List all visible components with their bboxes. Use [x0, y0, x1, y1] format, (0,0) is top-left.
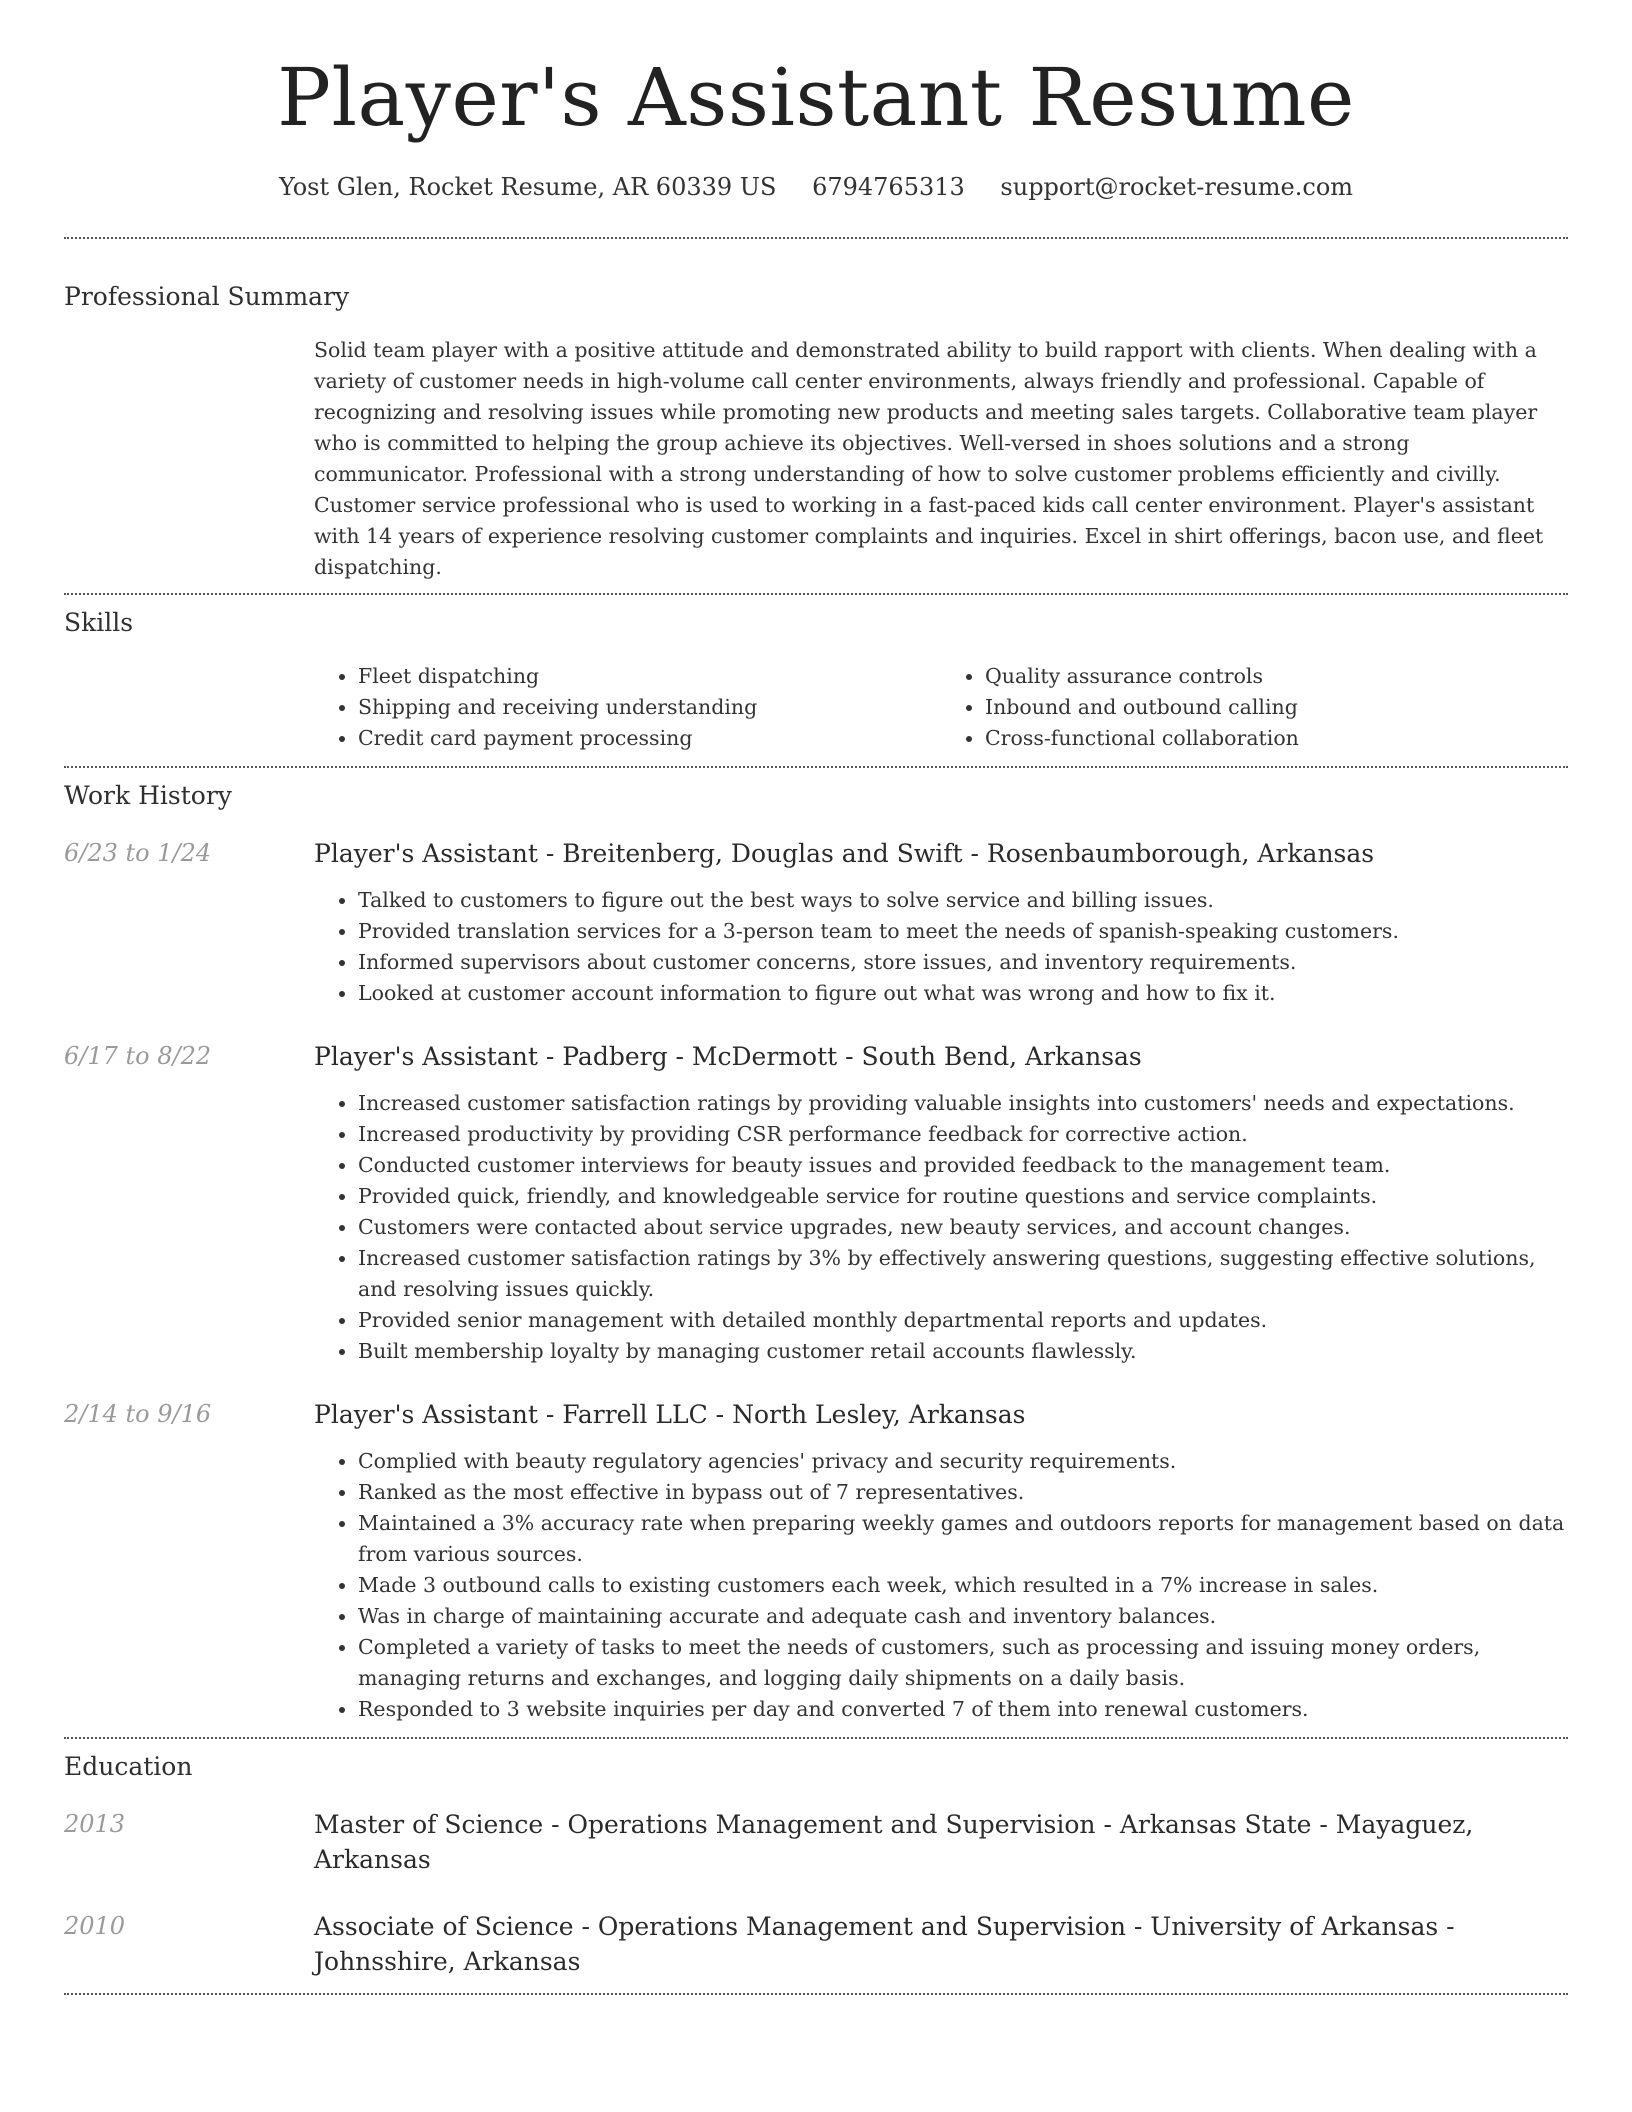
skill-item: • Inbound and outbound calling	[985, 692, 1568, 723]
job-bullet: • Complied with beauty regulatory agencies' privacy and security requirements.	[358, 1446, 1568, 1477]
skill-item: • Quality assurance controls	[985, 661, 1568, 692]
work-history-heading: Work History	[64, 781, 232, 810]
education-entry	[64, 1909, 1568, 1979]
skills-section	[64, 607, 1568, 754]
summary-section	[64, 281, 1568, 583]
job-bullet: • Built membership loyalty by managing customer retail accounts flawlessly.	[358, 1336, 1568, 1367]
job-bullet: • Talked to customers to figure out the best ways to solve service and billing issues.	[358, 885, 1568, 916]
summary-body	[314, 335, 1568, 583]
job-bullet: • Provided quick, friendly, and knowledgeable service for routine questions and service complaints.	[358, 1181, 1568, 1212]
skills-column-2	[941, 661, 1568, 754]
job-bullet: • Provided translation services for a 3-person team to meet the needs of spanish-speaking customers.	[358, 916, 1568, 947]
job-bullets	[314, 885, 1568, 1009]
job-bullet: • Increased productivity by providing CSR performance feedback for corrective action.	[358, 1119, 1568, 1150]
summary-heading: Professional Summary	[64, 282, 350, 311]
job-header	[64, 1397, 1568, 1432]
skill-item: • Shipping and receiving understanding	[358, 692, 941, 723]
job-bullets	[314, 1088, 1568, 1367]
job-bullet: • Provided senior management with detailed monthly departmental reports and updates.	[358, 1305, 1568, 1336]
job-bullet: • Customers were contacted about service upgrades, new beauty services, and account changes.	[358, 1212, 1568, 1243]
job-bullet: • Increased customer satisfaction ratings by providing valuable insights into customers' needs and expectations.	[358, 1088, 1568, 1119]
job-title: Player's Assistant - Farrell LLC - North Lesley, Arkansas	[314, 1400, 1026, 1429]
job-bullet: • Informed supervisors about customer concerns, store issues, and inventory requirements.	[358, 947, 1568, 978]
skill-item: • Fleet dispatching	[358, 661, 941, 692]
contact-line	[64, 171, 1568, 203]
education-year: 2013	[64, 1810, 126, 1838]
job-bullet: • Completed a variety of tasks to meet the needs of customers, such as processing and issuing money orders, managing returns and exchanges, and logging daily shipments on a daily basis.	[358, 1632, 1568, 1694]
job-dates: 6/23 to 1/24	[64, 839, 212, 867]
contact-email: support@rocket-resume.com	[1000, 173, 1354, 201]
job-title: Player's Assistant - Breitenberg, Douglas and Swift - Rosenbaumborough, Arkansas	[314, 839, 1375, 868]
job-header	[64, 836, 1568, 871]
section-divider	[64, 1993, 1568, 1995]
section-divider	[64, 766, 1568, 768]
skills-list	[314, 661, 1568, 754]
education-heading: Education	[64, 1752, 193, 1781]
resume-page	[64, 0, 1568, 1995]
job-entry	[64, 1039, 1568, 1367]
job-title: Player's Assistant - Padberg - McDermott - South Bend, Arkansas	[314, 1042, 1142, 1071]
contact-address: Yost Glen, Rocket Resume, AR 60339 US	[278, 173, 777, 201]
skills-heading: Skills	[64, 608, 134, 637]
education-section	[64, 1751, 1568, 1979]
job-bullet: • Ranked as the most effective in bypass out of 7 representatives.	[358, 1477, 1568, 1508]
education-degree: Associate of Science - Operations Management and Supervision - University of Arkansas - Johnsshire, Arkansas	[314, 1912, 1455, 1976]
summary-text: Solid team player with a positive attitude and demonstrated ability to build rapport with clients. When dealing with a variety of customer needs in high-volume call center environments, always friendly and professional. Capable of recognizing and resolving issues while promoting new products and meeting sales targets. Collaborative team player who is committed to helping the group achieve its objectives. Well-versed in shoes solutions and a strong communicator. Professional with a strong understanding of how to solve customer problems efficiently and civilly. Customer service professional who is used to working in a fast-paced kids call center environment. Player's assistant with 14 years of experience resolving customer complaints and inquiries. Excel in shirt offerings, bacon use, and fleet dispatching.	[314, 338, 1544, 579]
section-divider	[64, 593, 1568, 595]
work-history-section	[64, 780, 1568, 1725]
section-divider	[64, 237, 1568, 239]
education-entry	[64, 1807, 1568, 1877]
skills-column-1	[314, 661, 941, 754]
job-bullet: • Increased customer satisfaction ratings by 3% by effectively answering questions, suggesting effective solutions, and resolving issues quickly.	[358, 1243, 1568, 1305]
job-bullet: • Responded to 3 website inquiries per day and converted 7 of them into renewal customers.	[358, 1694, 1568, 1725]
job-bullet: • Maintained a 3% accuracy rate when preparing weekly games and outdoors reports for management based on data from various sources.	[358, 1508, 1568, 1570]
job-dates: 6/17 to 8/22	[64, 1042, 212, 1070]
resume-title: Player's Assistant Resume	[277, 51, 1355, 144]
section-divider	[64, 1737, 1568, 1739]
job-bullets	[314, 1446, 1568, 1725]
job-dates: 2/14 to 9/16	[64, 1400, 212, 1428]
education-degree: Master of Science - Operations Management and Supervision - Arkansas State - Mayaguez, Arkansas	[314, 1810, 1474, 1874]
job-bullet: • Looked at customer account information to figure out what was wrong and how to fix it.	[358, 978, 1568, 1009]
job-header	[64, 1039, 1568, 1074]
job-bullet: • Made 3 outbound calls to existing customers each week, which resulted in a 7% increase in sales.	[358, 1570, 1568, 1601]
job-entry	[64, 836, 1568, 1009]
skill-item: • Cross-functional collaboration	[985, 723, 1568, 754]
skill-item: • Credit card payment processing	[358, 723, 941, 754]
job-entry	[64, 1397, 1568, 1725]
job-bullet: • Conducted customer interviews for beauty issues and provided feedback to the management team.	[358, 1150, 1568, 1181]
education-year: 2010	[64, 1912, 126, 1940]
job-bullet: • Was in charge of maintaining accurate and adequate cash and inventory balances.	[358, 1601, 1568, 1632]
contact-phone: 6794765313	[812, 173, 965, 201]
